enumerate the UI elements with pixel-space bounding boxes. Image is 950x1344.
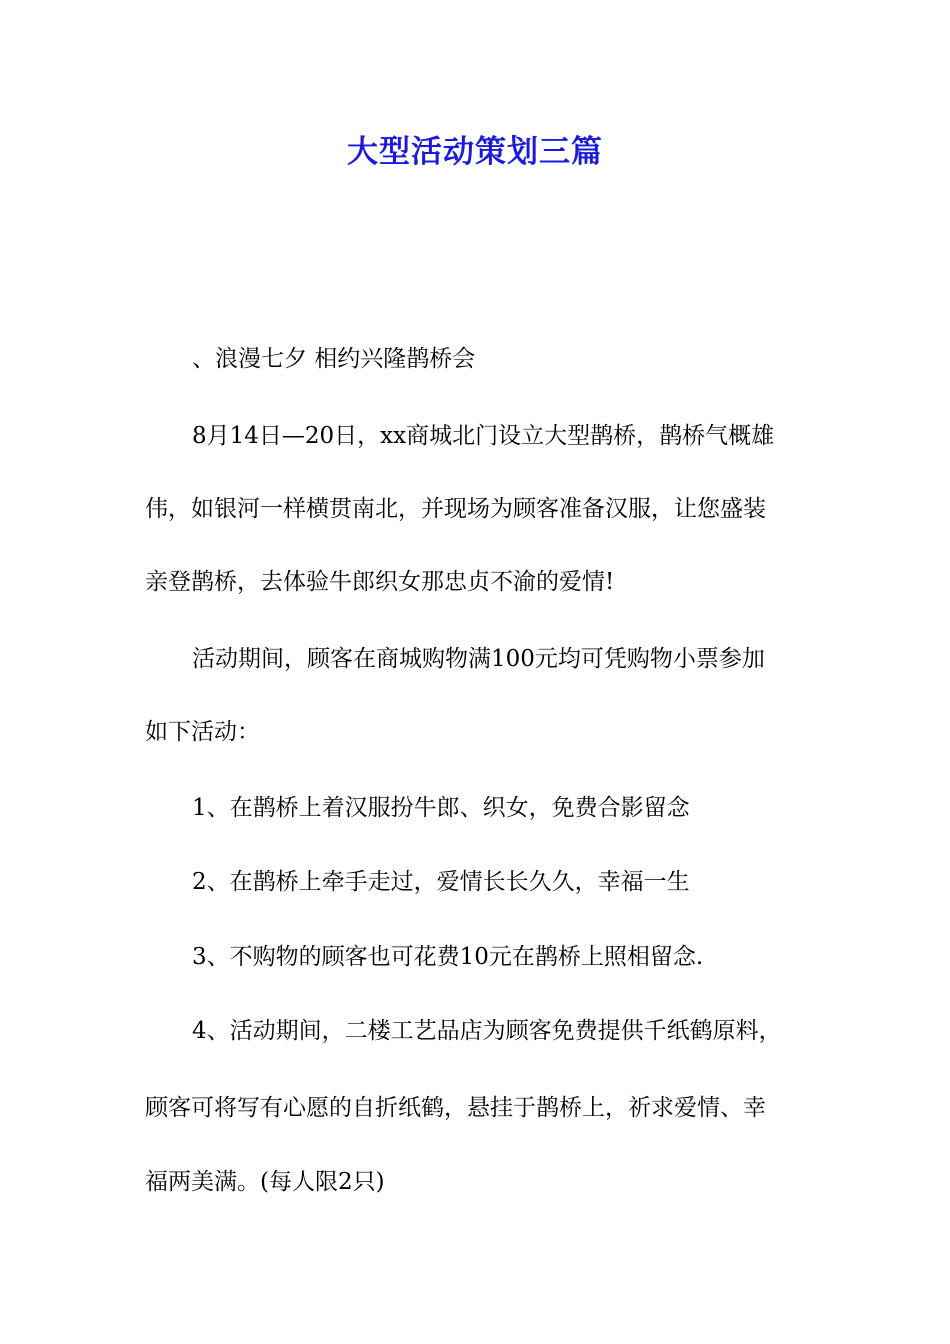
paragraph-1-line-1: 8月14日—20日，xx商城北门设立大型鹊桥，鹊桥气概雄: [192, 423, 775, 449]
list-item-4-line-3: 福两美满。(每人限2只): [145, 1169, 385, 1195]
list-item-4-line-1: 4、活动期间，二楼工艺品店为顾客免费提供千纸鹤原料，: [192, 1018, 782, 1044]
list-item-1: 1、在鹊桥上着汉服扮牛郎、织女，免费合影留念: [192, 795, 690, 821]
paragraph-2-line-1: 活动期间，顾客在商城购物满100元均可凭购物小票参加: [192, 646, 765, 672]
paragraph-2-line-2: 如下活动：: [145, 719, 260, 745]
section-heading: 、浪漫七夕 相约兴隆鹊桥会: [192, 346, 476, 372]
list-item-2: 2、在鹊桥上牵手走过，爱情长长久久，幸福一生: [192, 869, 690, 895]
document-title: 大型活动策划三篇: [347, 134, 603, 170]
list-item-4-line-2: 顾客可将写有心愿的自折纸鹤，悬挂于鹊桥上，祈求爱情、幸: [145, 1095, 766, 1121]
paragraph-1-line-3: 亲登鹊桥，去体验牛郎织女那忠贞不渝的爱情!: [145, 569, 615, 595]
paragraph-1-line-2: 伟，如银河一样横贯南北，并现场为顾客准备汉服，让您盛装: [145, 496, 766, 522]
list-item-3: 3、不购物的顾客也可花费10元在鹊桥上照相留念.: [192, 944, 704, 970]
